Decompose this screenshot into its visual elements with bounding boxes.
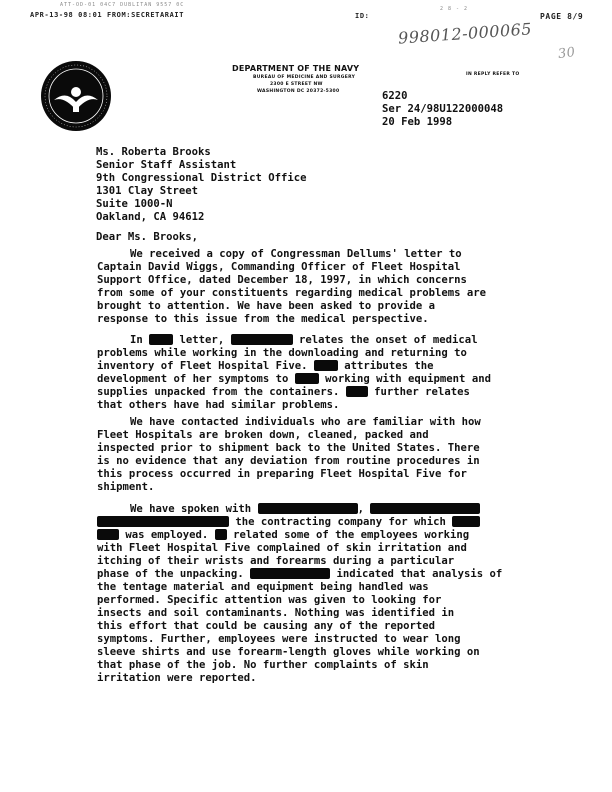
redaction-block — [149, 334, 173, 345]
fax-header-id: ID: — [355, 12, 370, 20]
text-fragment: development of her symptoms to — [97, 373, 289, 385]
paragraph-line — [97, 334, 537, 347]
paragraph-line: We received a copy of Congressman Dellums' letter to — [130, 248, 462, 260]
paragraph-contracting-company — [97, 503, 537, 685]
address-line: 1301 Clay Street — [96, 185, 199, 197]
paragraph-line: sleeve shirts and use forearm-length gloves while working on — [97, 646, 480, 658]
paragraph-line: that others have had similar problems. — [97, 399, 340, 411]
text-fragment: In — [130, 334, 143, 346]
text-fragment: further relates — [374, 386, 470, 398]
paragraph-line — [97, 516, 537, 529]
address-line: Suite 1000-N — [96, 198, 173, 210]
handwritten-document-number: 998012-000065 — [397, 19, 533, 48]
paragraph-line — [97, 386, 537, 399]
address-line: Ms. Roberta Brooks — [96, 146, 211, 158]
redaction-block — [370, 503, 480, 514]
text-fragment: letter, — [179, 334, 225, 346]
paragraph-line — [97, 503, 537, 516]
text-fragment: We have spoken with — [130, 503, 252, 515]
paragraph-line: Support Office, dated December 18, 1997, in which concerns — [97, 274, 467, 286]
paragraph-line: insects and soil contaminants. Nothing was identified in — [97, 607, 455, 619]
text-fragment: working with equipment and — [325, 373, 491, 385]
inside-address — [96, 146, 306, 224]
redaction-block — [97, 529, 119, 540]
paragraph-line: itching of their wrists and forearms during a particular — [97, 555, 455, 567]
paragraph-line — [97, 568, 537, 581]
reference-date: 20 Feb 1998 — [382, 116, 453, 128]
letterhead-street: 2300 E STREET NW — [270, 82, 323, 87]
redaction-block — [452, 516, 480, 527]
paragraph-line: irritation were reported. — [97, 672, 257, 684]
address-line: Oakland, CA 94612 — [96, 211, 205, 223]
text-fragment: indicated that analysis of — [336, 568, 503, 580]
letterhead-department: DEPARTMENT OF THE NAVY — [232, 64, 360, 73]
address-line: Senior Staff Assistant — [96, 159, 237, 171]
paragraph-line: brought to attention. We have been asked to provide a — [97, 300, 436, 312]
salutation: Dear Ms. Brooks, — [96, 231, 199, 243]
paragraph-line: this effort that could be causing any of the reported — [97, 620, 436, 632]
paragraph-line: shipment. — [97, 481, 155, 493]
paragraph-line: with Fleet Hospital Five complained of skin irritation and — [97, 542, 467, 554]
text-fragment: inventory of Fleet Hospital Five. — [97, 360, 308, 372]
paragraph-line: inspected prior to shipment back to the United States. There — [97, 442, 480, 454]
paragraph-line: symptoms. Further, employees were instructed to wear long — [97, 633, 461, 645]
redaction-block — [231, 334, 293, 345]
redaction-block — [215, 529, 227, 540]
reference-code: 6220 — [382, 90, 408, 102]
paragraph-fleet-hospital-procedures — [97, 416, 537, 494]
paragraph-line — [97, 373, 537, 386]
letterhead-reply-refer: IN REPLY REFER TO — [466, 72, 520, 77]
paragraph-line: the tentage material and equipment being handled was — [97, 581, 429, 593]
paragraph-line: that phase of the job. No further complaints of skin — [97, 659, 429, 671]
paragraph-line: problems while working in the downloading and returning to — [97, 347, 467, 359]
text-fragment: phase of the unpacking. — [97, 568, 244, 580]
redaction-block — [295, 373, 319, 384]
fax-page-number: PAGE 8/9 — [540, 12, 584, 21]
letterhead-bureau: BUREAU OF MEDICINE AND SURGERY — [253, 75, 356, 80]
paragraph-line — [97, 529, 537, 542]
text-fragment: , — [357, 503, 364, 515]
paragraph-line: Fleet Hospitals are broken down, cleaned, packed and — [97, 429, 429, 441]
paragraph-line: We have contacted individuals who are familiar with how — [130, 416, 481, 428]
paragraph-line: is no evidence that any deviation from routine procedures in — [97, 455, 480, 467]
fax-header-left: APR-13-98 08:01 FROM:SECRETARAIT — [30, 11, 185, 19]
address-line: 9th Congressional District Office — [96, 172, 307, 184]
redaction-block — [250, 568, 330, 579]
text-fragment: the contracting company for which — [235, 516, 446, 528]
reference-serial: Ser 24/98U122000048 — [382, 103, 504, 115]
text-fragment: supplies unpacked from the containers. — [97, 386, 340, 398]
paragraph-line: performed. Specific attention was given to looking for — [97, 594, 442, 606]
paragraph-constituent-letter — [97, 334, 537, 412]
redaction-block — [346, 386, 368, 397]
text-fragment: was employed. — [125, 529, 209, 541]
paragraph-line — [97, 360, 537, 373]
redaction-block — [314, 360, 338, 371]
fax-header-faint: ATT-OD-01 04C7 DUBLITAN 9557 0C — [60, 2, 185, 8]
department-of-defense-seal-icon — [40, 60, 112, 132]
redaction-block — [97, 516, 229, 527]
fax-header-faint-right: 2 8 - 2 — [440, 6, 469, 12]
text-fragment: attributes the — [344, 360, 434, 372]
paragraph-line: from some of your constituents regarding medical problems are — [97, 287, 487, 299]
handwritten-page-mark: 30 — [557, 44, 577, 63]
paragraph-line: response to this issue from the medical perspective. — [97, 313, 429, 325]
letterhead-city: WASHINGTON DC 20372-5300 — [257, 89, 340, 94]
paragraph-received-copy — [97, 248, 537, 326]
text-fragment: related some of the employees working — [233, 529, 470, 541]
redaction-block — [258, 503, 358, 514]
text-fragment: relates the onset of medical — [298, 334, 478, 346]
paragraph-line: Captain David Wiggs, Commanding Officer of Fleet Hospital — [97, 261, 461, 273]
paragraph-line: this process occurred in preparing Fleet Hospital Five for — [97, 468, 467, 480]
